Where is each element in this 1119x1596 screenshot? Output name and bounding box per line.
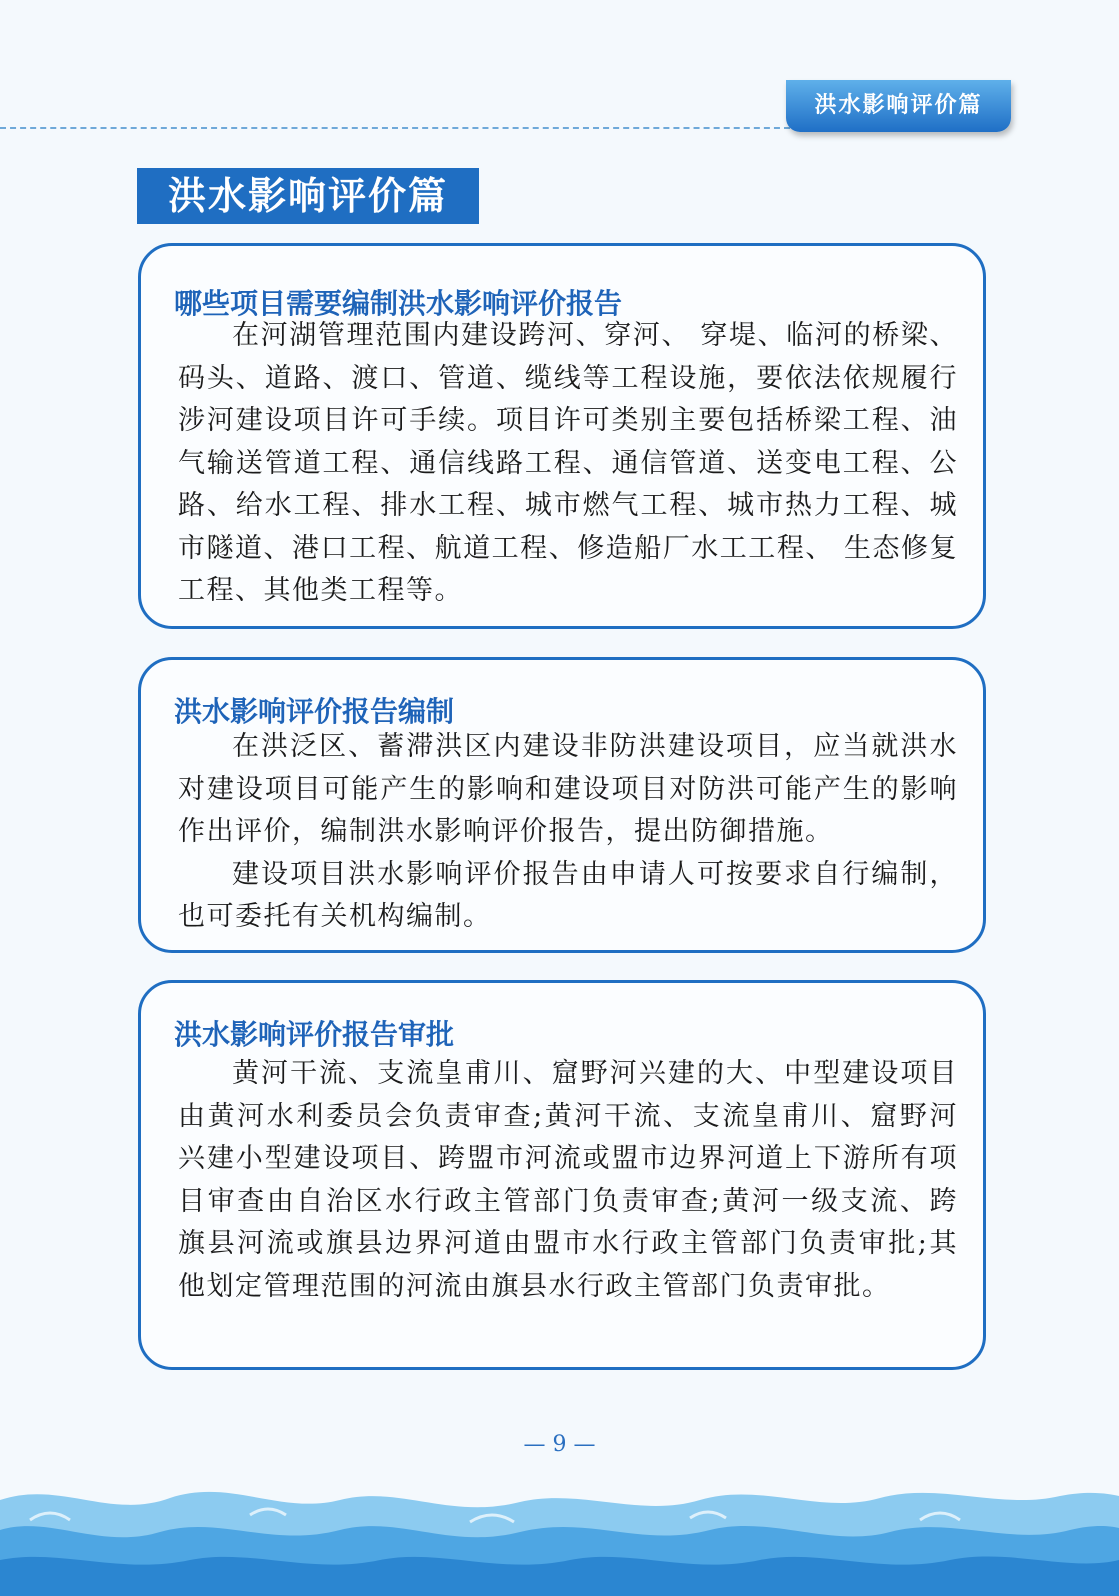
card-title: 哪些项目需要编制洪水影响评价报告 [174,287,623,320]
card-paragraph: 在洪泛区、蓄滞洪区内建设非防洪建设项目，应当就洪水对建设项目可能产生的影响和建设项目对防洪可能产生的影响作出评价，编制洪水影响评价报告，提出防御措施。 [178,731,958,847]
info-card-2 [138,657,986,953]
section-title: 洪水影响评价篇 [137,168,479,224]
card-body [178,726,958,939]
header-chapter-tab: 洪水影响评价篇 [786,80,1011,132]
card-title: 洪水影响评价报告编制 [174,695,455,728]
page-number: — 9 — [523,1432,596,1457]
card-title: 洪水影响评价报告审批 [174,1018,455,1051]
card-body [178,1053,958,1308]
card-paragraph: 建设项目洪水影响评价报告由申请人可按要求自行编制，也可委托有关机构编制。 [178,858,958,932]
card-paragraph: 黄河干流、支流皇甫川、窟野河兴建的大、中型建设项目由黄河水利委员会负责审查;黄河干流、支流皇甫川、窟野河兴建小型建设项目、跨盟市河流或盟市边界河道上下游所有项目审查由自治区水行政主管部门负责审查;黄河一级支流、跨旗县河流或旗县边界河道由盟市水行政主管部门负责审批;其他划定管理范围的河流由旗县水行政主管部门负责审批。 [178,1058,958,1302]
card-body [178,315,958,613]
card-paragraph: 在河湖管理范围内建设跨河、穿河、 穿堤、临河的桥梁、码头、道路、渡口、管道、缆线等工程设施，要依法依规履行涉河建设项目许可手续。项目许可类别主要包括桥梁工程、油气输送管道工程、通信线路工程、通信管道、送变电工程、公路、给水工程、排水工程、城市燃气工程、城市热力工程、城市隧道、港口工程、航道工程、修造船厂水工工程、 生态修复工程、其他类工程等。 [178,320,958,606]
info-card-1 [138,243,986,629]
decorative-waves [0,1460,1119,1596]
info-card-3 [138,980,986,1370]
header-dashed-divider [0,127,790,129]
